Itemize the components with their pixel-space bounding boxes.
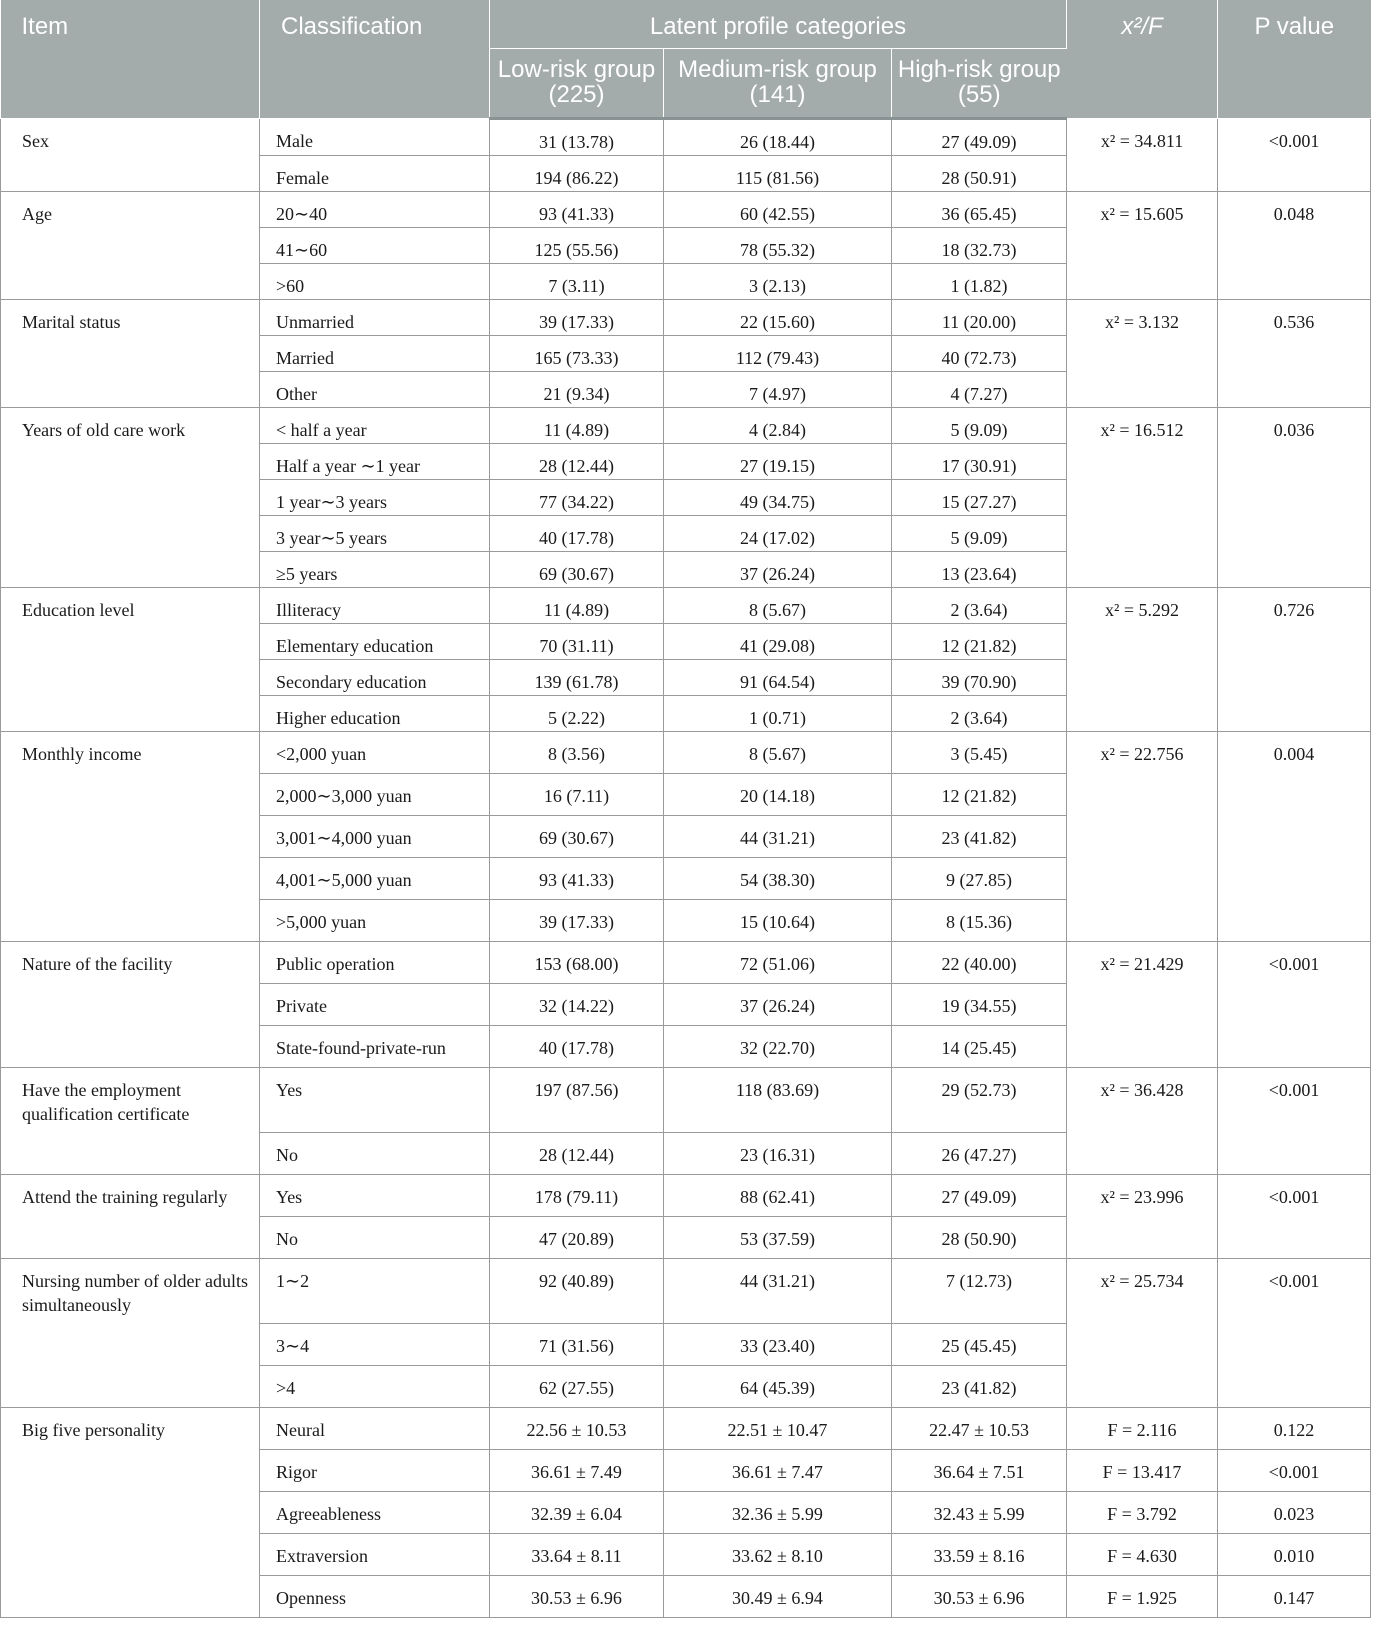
medium-risk-cell: 23 (16.31) [664,1133,892,1175]
medium-risk-cell: 1 (0.71) [664,696,892,732]
classification-cell: No [260,1217,490,1259]
item-cell: Monthly income [1,732,260,942]
table-header [1,0,1371,119]
high-risk-cell: 39 (70.90) [892,660,1067,696]
classification-cell: >4 [260,1366,490,1408]
high-risk-cell: 12 (21.82) [892,774,1067,816]
low-risk-cell: 125 (55.56) [490,228,664,264]
p-value-cell: 0.726 [1218,588,1371,732]
classification-cell: >5,000 yuan [260,900,490,942]
p-value-cell: 0.010 [1218,1534,1371,1576]
table-row [1,1408,1371,1450]
low-risk-cell: 32.39 ± 6.04 [490,1492,664,1534]
low-risk-cell: 93 (41.33) [490,858,664,900]
classification-cell: 41∼60 [260,228,490,264]
item-cell: Education level [1,588,260,732]
medium-risk-cell: 32.36 ± 5.99 [664,1492,892,1534]
medium-risk-cell: 22 (15.60) [664,300,892,336]
high-risk-cell: 7 (12.73) [892,1259,1067,1324]
classification-cell: >60 [260,264,490,300]
low-risk-cell: 7 (3.11) [490,264,664,300]
low-risk-cell: 5 (2.22) [490,696,664,732]
p-value-cell: <0.001 [1218,1175,1371,1259]
header-medium-risk-group: Medium-risk group (141) [664,49,892,119]
p-value-cell: 0.536 [1218,300,1371,408]
high-risk-cell: 36.64 ± 7.51 [892,1450,1067,1492]
statistic-cell: F = 13.417 [1067,1450,1218,1492]
medium-risk-cell: 33.62 ± 8.10 [664,1534,892,1576]
statistic-cell: x² = 15.605 [1067,192,1218,300]
medium-risk-cell: 115 (81.56) [664,156,892,192]
low-risk-cell: 69 (30.67) [490,816,664,858]
p-value-cell: 0.122 [1218,1408,1371,1450]
item-cell: Marital status [1,300,260,408]
high-risk-cell: 19 (34.55) [892,984,1067,1026]
high-risk-cell: 40 (72.73) [892,336,1067,372]
medium-risk-cell: 41 (29.08) [664,624,892,660]
p-value-cell: <0.001 [1218,1068,1371,1175]
low-risk-cell: 93 (41.33) [490,192,664,228]
high-risk-cell: 33.59 ± 8.16 [892,1534,1067,1576]
medium-risk-cell: 20 (14.18) [664,774,892,816]
item-cell: Years of old care work [1,408,260,588]
classification-cell: Married [260,336,490,372]
classification-cell: Elementary education [260,624,490,660]
classification-cell: Openness [260,1576,490,1618]
statistic-cell: F = 3.792 [1067,1492,1218,1534]
classification-cell: 1∼2 [260,1259,490,1324]
item-cell: Attend the training regularly [1,1175,260,1259]
medium-risk-cell: 8 (5.67) [664,588,892,624]
classification-cell: 3 year∼5 years [260,516,490,552]
medium-risk-cell: 8 (5.67) [664,732,892,774]
classification-cell: <2,000 yuan [260,732,490,774]
header-p-value: P value [1218,0,1371,119]
low-risk-cell: 21 (9.34) [490,372,664,408]
high-risk-cell: 23 (41.82) [892,1366,1067,1408]
table-row [1,1068,1371,1133]
low-risk-cell: 47 (20.89) [490,1217,664,1259]
low-risk-cell: 36.61 ± 7.49 [490,1450,664,1492]
high-risk-cell: 18 (32.73) [892,228,1067,264]
high-risk-cell: 3 (5.45) [892,732,1067,774]
classification-cell: Agreeableness [260,1492,490,1534]
low-risk-cell: 16 (7.11) [490,774,664,816]
classification-cell: 2,000∼3,000 yuan [260,774,490,816]
low-risk-cell: 178 (79.11) [490,1175,664,1217]
p-value-cell: 0.147 [1218,1576,1371,1618]
low-risk-cell: 69 (30.67) [490,552,664,588]
statistic-cell: x² = 16.512 [1067,408,1218,588]
classification-cell: Yes [260,1068,490,1133]
table-row [1,1259,1371,1324]
table-row [1,192,1371,228]
low-risk-cell: 11 (4.89) [490,408,664,444]
item-cell: Nursing number of older adults simultaneously [1,1259,260,1408]
table-row [1,300,1371,336]
medium-risk-cell: 91 (64.54) [664,660,892,696]
medium-risk-cell: 72 (51.06) [664,942,892,984]
p-value-cell: 0.036 [1218,408,1371,588]
high-risk-cell: 2 (3.64) [892,696,1067,732]
classification-cell: Unmarried [260,300,490,336]
classification-cell: Extraversion [260,1534,490,1576]
classification-cell: No [260,1133,490,1175]
classification-cell: Private [260,984,490,1026]
classification-cell: Public operation [260,942,490,984]
medium-risk-cell: 32 (22.70) [664,1026,892,1068]
high-risk-cell: 26 (47.27) [892,1133,1067,1175]
low-risk-cell: 197 (87.56) [490,1068,664,1133]
statistic-cell: F = 4.630 [1067,1534,1218,1576]
table-row [1,119,1371,156]
p-value-cell: <0.001 [1218,1450,1371,1492]
medium-risk-cell: 24 (17.02) [664,516,892,552]
low-risk-cell: 32 (14.22) [490,984,664,1026]
p-value-cell: <0.001 [1218,942,1371,1068]
classification-cell: Other [260,372,490,408]
medium-risk-cell: 118 (83.69) [664,1068,892,1133]
high-risk-cell: 8 (15.36) [892,900,1067,942]
high-risk-cell: 23 (41.82) [892,816,1067,858]
low-risk-cell: 77 (34.22) [490,480,664,516]
high-risk-cell: 1 (1.82) [892,264,1067,300]
low-risk-cell: 39 (17.33) [490,900,664,942]
p-value-cell: <0.001 [1218,119,1371,192]
high-risk-cell: 27 (49.09) [892,1175,1067,1217]
classification-cell: Half a year ∼1 year [260,444,490,480]
statistic-cell: F = 2.116 [1067,1408,1218,1450]
item-cell: Nature of the facility [1,942,260,1068]
classification-cell: Rigor [260,1450,490,1492]
header-low-risk-group: Low-risk group (225) [490,49,664,119]
high-risk-cell: 11 (20.00) [892,300,1067,336]
statistic-cell: x² = 36.428 [1067,1068,1218,1175]
medium-risk-cell: 27 (19.15) [664,444,892,480]
table-row [1,732,1371,774]
classification-cell: 4,001∼5,000 yuan [260,858,490,900]
high-risk-cell: 2 (3.64) [892,588,1067,624]
classification-cell: ≥5 years [260,552,490,588]
medium-risk-cell: 22.51 ± 10.47 [664,1408,892,1450]
classification-cell: 3∼4 [260,1324,490,1366]
classification-cell: Higher education [260,696,490,732]
classification-cell: Neural [260,1408,490,1450]
low-risk-cell: 70 (31.11) [490,624,664,660]
medium-risk-cell: 36.61 ± 7.47 [664,1450,892,1492]
header-statistic [1067,0,1218,119]
high-risk-cell: 15 (27.27) [892,480,1067,516]
medium-risk-cell: 60 (42.55) [664,192,892,228]
medium-risk-cell: 33 (23.40) [664,1324,892,1366]
classification-cell: Female [260,156,490,192]
medium-risk-cell: 37 (26.24) [664,552,892,588]
low-risk-cell: 40 (17.78) [490,516,664,552]
low-risk-cell: 28 (12.44) [490,1133,664,1175]
statistic-cell: x² = 25.734 [1067,1259,1218,1408]
table-row [1,1175,1371,1217]
medium-risk-cell: 54 (38.30) [664,858,892,900]
classification-cell: Secondary education [260,660,490,696]
low-risk-cell: 194 (86.22) [490,156,664,192]
low-risk-cell: 28 (12.44) [490,444,664,480]
statistic-cell: x² = 34.811 [1067,119,1218,192]
medium-risk-cell: 4 (2.84) [664,408,892,444]
statistic-cell: x² = 21.429 [1067,942,1218,1068]
low-risk-cell: 71 (31.56) [490,1324,664,1366]
low-risk-cell: 153 (68.00) [490,942,664,984]
medium-risk-cell: 26 (18.44) [664,119,892,156]
high-risk-cell: 30.53 ± 6.96 [892,1576,1067,1618]
item-cell: Big five personality [1,1408,260,1618]
high-risk-cell: 4 (7.27) [892,372,1067,408]
low-risk-cell: 139 (61.78) [490,660,664,696]
medium-risk-cell: 78 (55.32) [664,228,892,264]
statistic-cell: x² = 23.996 [1067,1175,1218,1259]
item-cell: Have the employment qualification certificate [1,1068,260,1175]
low-risk-cell: 92 (40.89) [490,1259,664,1324]
p-value-cell: 0.048 [1218,192,1371,300]
header-statistic-text: x²/F [1121,13,1163,40]
low-risk-cell: 40 (17.78) [490,1026,664,1068]
classification-cell: Illiteracy [260,588,490,624]
high-risk-cell: 13 (23.64) [892,552,1067,588]
medium-risk-cell: 37 (26.24) [664,984,892,1026]
high-risk-cell: 36 (65.45) [892,192,1067,228]
table-row [1,588,1371,624]
high-risk-cell: 22 (40.00) [892,942,1067,984]
classification-cell: < half a year [260,408,490,444]
high-risk-cell: 5 (9.09) [892,516,1067,552]
table-row [1,942,1371,984]
medium-risk-cell: 30.49 ± 6.94 [664,1576,892,1618]
item-cell: Sex [1,119,260,192]
high-risk-cell: 28 (50.90) [892,1217,1067,1259]
high-risk-cell: 9 (27.85) [892,858,1067,900]
header-item: Item [1,0,260,119]
item-cell: Age [1,192,260,300]
classification-cell: 20∼40 [260,192,490,228]
classification-cell: 3,001∼4,000 yuan [260,816,490,858]
low-risk-cell: 11 (4.89) [490,588,664,624]
high-risk-cell: 17 (30.91) [892,444,1067,480]
low-risk-cell: 165 (73.33) [490,336,664,372]
header-latent-profile-categories: Latent profile categories [490,0,1067,49]
low-risk-cell: 8 (3.56) [490,732,664,774]
p-value-cell: <0.001 [1218,1259,1371,1408]
medium-risk-cell: 64 (45.39) [664,1366,892,1408]
table-body [1,119,1371,1618]
medium-risk-cell: 7 (4.97) [664,372,892,408]
medium-risk-cell: 15 (10.64) [664,900,892,942]
header-high-risk-group: High-risk group (55) [892,49,1067,119]
medium-risk-cell: 49 (34.75) [664,480,892,516]
high-risk-cell: 29 (52.73) [892,1068,1067,1133]
low-risk-cell: 39 (17.33) [490,300,664,336]
high-risk-cell: 32.43 ± 5.99 [892,1492,1067,1534]
high-risk-cell: 12 (21.82) [892,624,1067,660]
low-risk-cell: 62 (27.55) [490,1366,664,1408]
medium-risk-cell: 44 (31.21) [664,1259,892,1324]
statistic-cell: x² = 5.292 [1067,588,1218,732]
classification-cell: Male [260,119,490,156]
statistic-cell: x² = 22.756 [1067,732,1218,942]
high-risk-cell: 22.47 ± 10.53 [892,1408,1067,1450]
medium-risk-cell: 88 (62.41) [664,1175,892,1217]
medium-risk-cell: 44 (31.21) [664,816,892,858]
classification-cell: State-found-private-run [260,1026,490,1068]
medium-risk-cell: 112 (79.43) [664,336,892,372]
table-row [1,408,1371,444]
p-value-cell: 0.023 [1218,1492,1371,1534]
low-risk-cell: 31 (13.78) [490,119,664,156]
medium-risk-cell: 3 (2.13) [664,264,892,300]
high-risk-cell: 14 (25.45) [892,1026,1067,1068]
high-risk-cell: 28 (50.91) [892,156,1067,192]
low-risk-cell: 30.53 ± 6.96 [490,1576,664,1618]
header-classification: Classification [260,0,490,119]
classification-cell: 1 year∼3 years [260,480,490,516]
classification-cell: Yes [260,1175,490,1217]
statistic-cell: x² = 3.132 [1067,300,1218,408]
statistic-cell: F = 1.925 [1067,1576,1218,1618]
high-risk-cell: 5 (9.09) [892,408,1067,444]
p-value-cell: 0.004 [1218,732,1371,942]
medium-risk-cell: 53 (37.59) [664,1217,892,1259]
high-risk-cell: 27 (49.09) [892,119,1067,156]
low-risk-cell: 22.56 ± 10.53 [490,1408,664,1450]
high-risk-cell: 25 (45.45) [892,1324,1067,1366]
low-risk-cell: 33.64 ± 8.11 [490,1534,664,1576]
